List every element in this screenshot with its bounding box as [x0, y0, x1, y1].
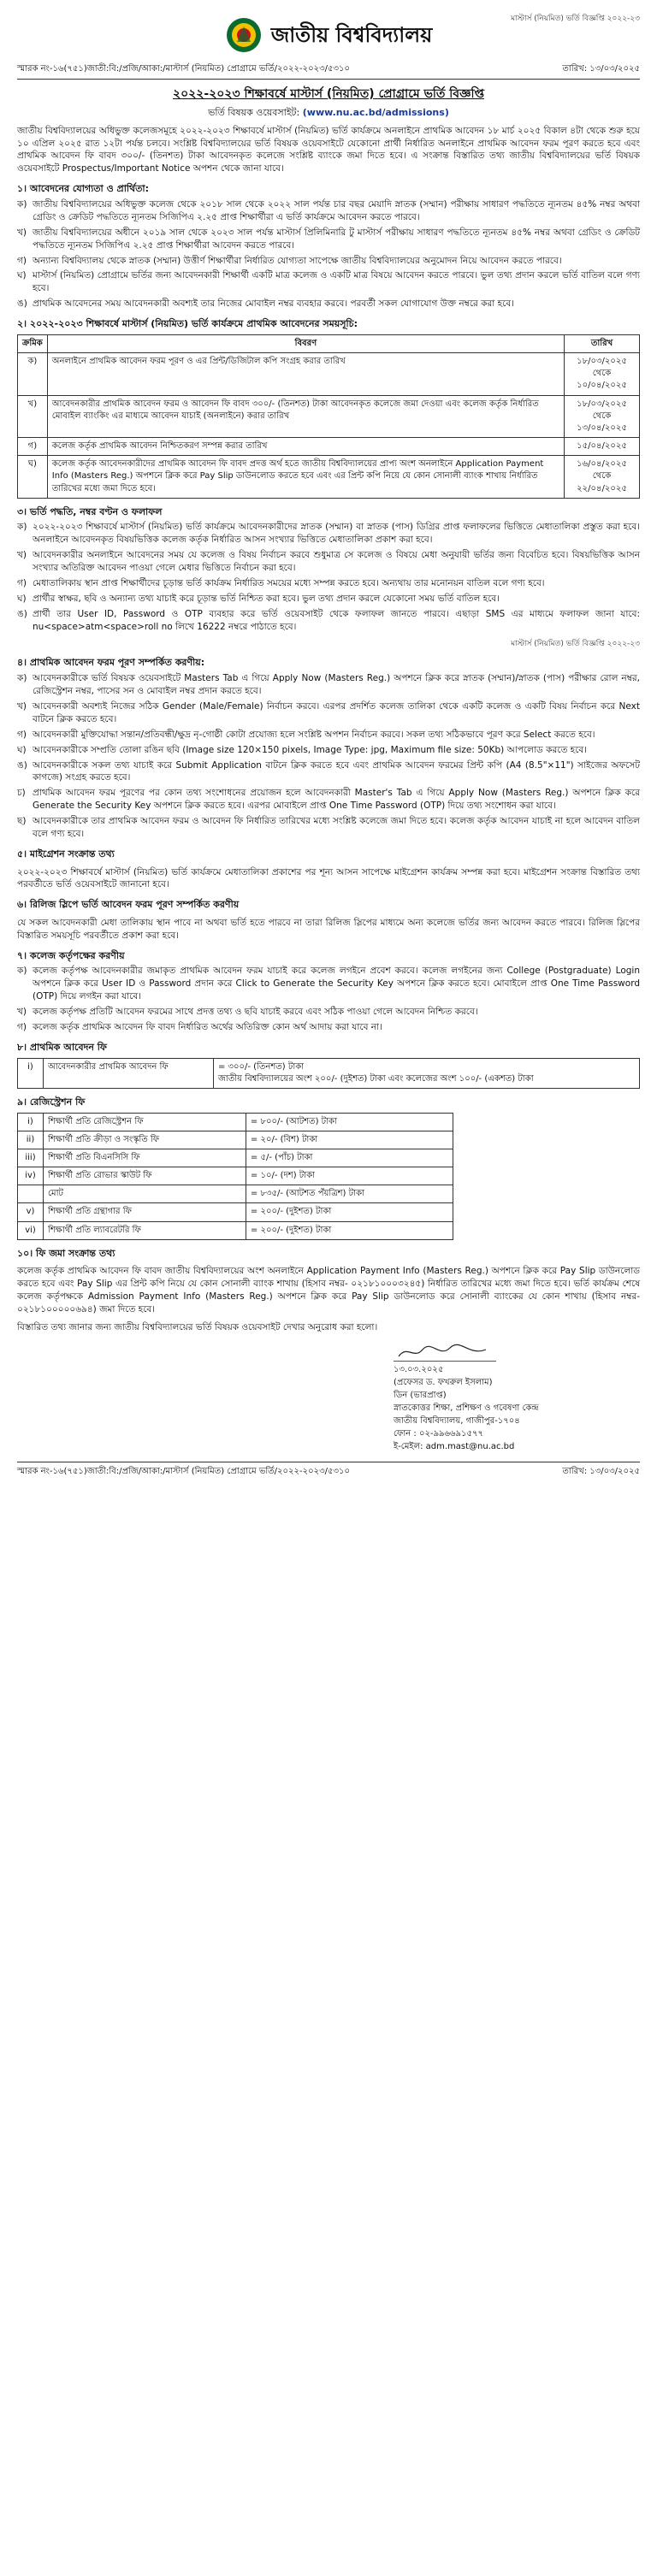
- top-right-label: মাস্টার্স (নিয়মিত) ভর্তি বিজ্ঞপ্তি ২০২২-২৩: [511, 15, 640, 23]
- header: [17, 12, 640, 58]
- table-row: [18, 1167, 453, 1185]
- section-10-heading: ১০। ফি জমা সংক্রান্ত তথ্য: [17, 1247, 115, 1259]
- table-cell: শিক্ষার্থী প্রতি গ্রন্থাগার ফি: [44, 1203, 246, 1221]
- section-3-heading: ৩। ভর্তি পদ্ধতি, নম্বর বণ্টন ও ফলাফল: [17, 505, 163, 517]
- table-cell: কলেজ কর্তৃক আবেদনকারীদের প্রাথমিক আবেদন ফি বাবদ প্রদত্ত অর্থ হতে জাতীয় বিশ্ববিদ্যালয়ের প্রাপ্য অংশ অনলাইনে Application Payment Info (Masters Reg.) অপশনে ক্লিক করে Pay Slip ডাউনলোড করতে হবে এবং এর প্রিন্ট কপি নিয়ে যে কোন সোনালী ব্যাংক শাখায় নির্ধারিত তারিখের মধ্যে জমা দিতে হবে।: [47, 456, 564, 499]
- table-cell: আবেদনকারীর প্রাথমিক আবেদন ফরম ও আবেদন ফি বাবদ ৩০০/- (তিনশত) টাকা আবেদনকৃত কলেজে জমা দেওয়া এবং কলেজ কর্তৃক নির্ধারিত মোবাইল ব্যাংকিং এর মাধ্যমে আবেদন যাচাই (অনলাইনে) করার তারিখ: [47, 395, 564, 438]
- section-4-heading: ৪। প্রাথমিক আবেদন ফরম পূরণ সম্পর্কিত করণীয়:: [17, 657, 205, 669]
- list-item-marker: ঘ): [17, 744, 27, 755]
- table-cell: ক): [18, 352, 48, 395]
- list-item-text: প্রার্থী তার User ID, Password ও OTP ব্যবহার করে ভর্তি ওয়েবসাইট থেকে ফলাফল জানতে পারবে। এছাড়া SMS এর মাধ্যমে ফলাফল জানা যাবে: nu<space>atm<space>roll no লিখে 16222 নম্বরে পাঠাতে হবে।: [33, 608, 640, 632]
- application-fee-table: [17, 1058, 640, 1089]
- table-cell: i): [18, 1113, 44, 1131]
- list-item-text: কলেজ কর্তৃপক্ষ আবেদনকারীর জমাকৃত প্রাথমিক আবেদন ফরম যাচাই করে কলেজ লগইনে প্রবেশ করবে। কলেজ লগইনের জন্য College (Postgraduate) Login অপশনে ক্লিক করে User ID ও Password প্রদান করে Click to Generate the Security Key অপশনে ক্লিক করতে হবে। মোবাইলে প্রাপ্ত One Time Password (OTP) দিয়ে লগইন করা যাবে।: [33, 966, 640, 1002]
- list-item-marker: খ): [17, 1007, 27, 1018]
- list-item-marker: গ): [17, 578, 27, 589]
- footer-memo-number: স্মারক নং-১৬(৭৫১)জাতী:বি:/প্রজি/আকা:/মাস্টার্স (নিয়মিত) প্রোগ্রামে ভর্তি/২০২২-২০২৩/৫৩১০: [17, 1466, 351, 1476]
- list-item-marker: ঙ): [17, 608, 27, 619]
- closing-text: বিস্তারিত তথ্য জানার জন্য জাতীয় বিশ্ববিদ্যালয়ের ভর্তি বিষয়ক ওয়েবসাইট দেখার অনুরোধ করা হলো।: [17, 1322, 378, 1333]
- list-item: [17, 608, 640, 634]
- list-item-text: প্রাথমিক আবেদনের সময় আবেদনকারী অবশ্যই তার নিজের মোবাইল নম্বর ব্যবহার করবে। পরবর্তী সকল যোগাযোগ উক্ত নম্বরে করা হবে।: [33, 298, 515, 310]
- footer-reference: [17, 1462, 640, 1478]
- table-cell: = ২০০/- (দুইশত) টাকা: [246, 1221, 453, 1239]
- section-9-heading: ৯। রেজিস্ট্রেশন ফি: [17, 1096, 86, 1108]
- website-link[interactable]: (www.nu.ac.bd/admissions): [302, 107, 449, 119]
- table-row: [18, 456, 640, 499]
- table-cell: = ৮০০/- (আটশত) টাকা: [246, 1113, 453, 1131]
- list-item-marker: ঘ): [17, 270, 27, 281]
- table-row: [18, 1113, 453, 1131]
- table-cell: মোট: [44, 1185, 246, 1203]
- list-item-text: আবেদনকারীকে ভর্তি বিষয়ক ওয়েবসাইটে Masters Tab এ গিয়ে Apply Now (Masters Reg.) অপশনে ক্লিক করে স্নাতক (সম্মান)/স্নাতক (পাস) পরীক্ষার রোল নম্বর, রেজিস্ট্রেশন নম্বর, পাসের সন ও মোবাইল নম্বর প্রদান করতে হবে।: [33, 673, 640, 696]
- list-item-marker: ছ): [17, 816, 27, 827]
- section-10-text: কলেজ কর্তৃক প্রাথমিক আবেদন ফি বাবদ জাতীয় বিশ্ববিদ্যালয়ের অংশ অনলাইনে Application Payment Info (Masters Reg.) অপশনে ক্লিক করে Pay Slip ডাউনলোড করতে হবে এবং Pay Slip এর প্রিন্ট কপি নিয়ে যে কোন সোনালী ব্যাংক শাখায় (হিসাব নম্বর- ০২১৮১০০০৩২৪৫) নির্ধারিত তারিখের মধ্যে জমা দিতে হবে। ভর্তি কার্যক্রম শেষে কলেজ কর্তৃপক্ষকে Admission Payment Info (Masters Reg.) অপশনে ক্লিক করে Pay Slip ডাউনলোড করে সোনালী ব্যাংকের যে কোন শাখায় (হিসাব নম্বর- ০২১৮১০০০০০৬৯৪) জমা দিতে হবে।: [17, 1266, 640, 1315]
- table-row: [18, 352, 640, 395]
- table-cell: শিক্ষার্থী প্রতি ক্রীড়া ও সংস্কৃতি ফি: [44, 1131, 246, 1149]
- signatory-email[interactable]: ই-মেইল: adm.mast@nu.ac.bd: [394, 1441, 515, 1451]
- section-4-list: [17, 672, 640, 841]
- list-item: [17, 815, 640, 841]
- table-cell: iv): [18, 1167, 44, 1185]
- notice-title: ২০২২-২০২৩ শিক্ষাবর্ষে মাস্টার্স (নিয়মিত) প্রোগ্রামে ভর্তি বিজ্ঞপ্তি: [172, 87, 485, 102]
- list-item-text: আবেদনকারী মুক্তিযোদ্ধা সন্তান/প্রতিবন্ধী/ক্ষুদ্র নৃ-গোষ্ঠী কোটা প্রযোজ্য হলে সংশ্লিষ্ট অপশন নির্বাচন করবে। সকল তথ্য সঠিকভাবে পূরণ করে Select করতে হবে।: [33, 729, 595, 740]
- section-5-heading: ৫। মাইগ্রেশন সংক্রান্ত তথ্য: [17, 848, 115, 860]
- table-cell: কলেজ কর্তৃক প্রাথমিক আবেদন নিশ্চিতকরণ সম্পন্ন করার তারিখ: [47, 438, 564, 456]
- signature-scribble-icon: [397, 1343, 491, 1362]
- list-item-text: আবেদনকারীকে সম্প্রতি তোলা রঙিন ছবি (Image size 120×150 pixels, Image Type: jpg, Maximum file size: 50Kb) আপলোড করতে হবে।: [33, 744, 588, 755]
- list-item-text: অন্যান্য বিশ্ববিদ্যালয় থেকে স্নাতক (সম্মান) উত্তীর্ণ শিক্ষার্থীরা নির্ধারিত যোগ্যতা সাপেক্ষে জাতীয় বিশ্ববিদ্যালয়ের অনুমোদন নিয়ে আবেদন করতে পারবে।: [33, 255, 562, 266]
- list-item-text: কলেজ কর্তৃপক্ষ প্রতিটি আবেদন ফরমের সাথে প্রদত্ত তথ্য ও ছবি যাচাই করবে এবং সঠিক পাওয়া গেলে আবেদন নিশ্চিত করবে।: [33, 1007, 478, 1018]
- col-description: বিবরণ: [47, 334, 564, 352]
- list-item-text: জাতীয় বিশ্ববিদ্যালয়ের অধীনে ২০১৯ সাল থেকে ২০২৩ সাল পর্যন্ত মাস্টার্স প্রিলিমিনারি টু মাস্টার্স পরীক্ষায় সাধারণ পদ্ধতিতে ন্যূনতম ৪৫% নম্বর অথবা গ্রেডিং ও ক্রেডিট পদ্ধতিতে ন্যূনতম সিজিপিএ ২.২৫ প্রাপ্ত শিক্ষার্থীরা আবেদন করতে পারবে।: [33, 227, 640, 251]
- table-cell: = ২০/- (বিশ) টাকা: [246, 1131, 453, 1149]
- list-item-marker: খ): [17, 227, 27, 238]
- table-cell: আবেদনকারীর প্রাথমিক আবেদন ফি: [44, 1058, 214, 1088]
- table-row: [18, 395, 640, 438]
- table-cell: iii): [18, 1149, 44, 1167]
- memo-date: তারিখ: ১৩/০৩/২০২৫: [562, 64, 640, 74]
- list-item-text: ২০২২-২০২৩ শিক্ষাবর্ষে মাস্টার্স (নিয়মিত) ভর্তি কার্যক্রমে আবেদনকারীদের স্নাতক (সম্মান) বা স্নাতক (পাস) ডিগ্রির প্রাপ্ত ফলাফলের ভিত্তিতে মেধাতালিকা প্রস্তুত করা হবে। অনলাইনে আবেদনকৃত বিষয়ভিত্তিক কলেজ কর্তৃক নির্ধারিত আসন সংখ্যার ভিত্তিতে মেধাতালিকা প্রকাশ করা হবে।: [33, 522, 640, 546]
- table-row: [18, 1131, 453, 1149]
- signature-date: ১৩.০৩.২০২৫: [394, 1364, 444, 1374]
- signature-block: [394, 1346, 640, 1453]
- list-item: [17, 227, 640, 252]
- list-item: [17, 965, 640, 1003]
- website-label: ভর্তি বিষয়ক ওয়েবসাইট:: [208, 107, 300, 119]
- table-cell: = ২০০/- (দুইশত) টাকা: [246, 1203, 453, 1221]
- table-cell: ঘ): [18, 456, 48, 499]
- list-item-marker: ক): [17, 966, 27, 977]
- list-item-text: কলেজ কর্তৃক প্রাথমিক আবেদন ফি বাবদ নির্ধারিত অর্থের অতিরিক্ত কোন অর্থ আদায় করা যাবে না।: [33, 1022, 382, 1033]
- list-item-marker: ঙ): [17, 759, 27, 771]
- list-item-marker: খ): [17, 700, 27, 712]
- table-row: [18, 1149, 453, 1167]
- university-logo-icon: [225, 16, 263, 54]
- list-item-marker: ঙ): [17, 298, 27, 310]
- list-item-marker: গ): [17, 729, 27, 740]
- list-item-text: আবেদনকারীকে সকল তথ্য যাচাই করে Submit Application বাটনে ক্লিক করতে হবে এবং প্রাথমিক আবেদন ফরমের প্রিন্ট কপি (A4 (8.5"×11") সাইজের অফসেট কাগজে) সংগ্রহ করতে হবে।: [33, 759, 640, 783]
- table-cell: v): [18, 1203, 44, 1221]
- table-cell: ১৫/০৪/২০২৫: [565, 438, 640, 456]
- signatory-name: (প্রফেসর ড. ফখরুল ইসলাম): [394, 1377, 493, 1387]
- table-cell: অনলাইনে প্রাথমিক আবেদন ফরম পূরণ ও এর প্রিন্ট/ডিজিটাল কপি সংগ্রহ করার তারিখ: [47, 352, 564, 395]
- table-cell: [18, 1185, 44, 1203]
- signatory-place: জাতীয় বিশ্ববিদ্যালয়, গাজীপুর-১৭০৪: [394, 1415, 520, 1426]
- list-item-text: প্রাথমিক আবেদন ফরম পূরণের পর কোন তথ্য সংশোধনের প্রয়োজন হলে আবেদনকারী Master's Tab এ গিয়ে Apply Now (Masters Reg.) অপশনে ক্লিক করে Generate the Security Key অপশনে ক্লিক করতে হবে। এরপর মোবাইলে প্রাপ্ত One Time Password (OTP) দিয়ে তথ্য সংশোধন করা যাবে।: [33, 788, 640, 812]
- section-2-heading: ২। ২০২২-২০২৩ শিক্ষাবর্ষে মাস্টার্স (নিয়মিত) ভর্তি কার্যক্রমে প্রাথমিক আবেদনের সময়সূচি:: [17, 318, 358, 330]
- list-item-text: প্রার্থীর স্বাক্ষর, ছবি ও অন্যান্য তথ্য যাচাই করে চূড়ান্ত ভর্তি নিশ্চিত করা হবে। ভুল তথ্য প্রদান করলে যেকোনো সময় ভর্তি বাতিল হবে।: [33, 593, 500, 604]
- table-cell: খ): [18, 395, 48, 438]
- table-cell: = ৩০০/- (তিনশত) টাকা জাতীয় বিশ্ববিদ্যালয়ের অংশ ২০০/- (দুইশত) টাকা এবং কলেজের অংশ ১০০/- (একশত) টাকা: [213, 1058, 639, 1088]
- list-item-marker: ঘ): [17, 593, 27, 604]
- section-5-text: ২০২২-২০২৩ শিক্ষাবর্ষে মাস্টার্স (নিয়মিত) ভর্তি কার্যক্রমে মেধাতালিকা প্রকাশের পর শূন্য আসন সাপেক্ষে মাইগ্রেশন কার্যক্রম সম্পন্ন করা হবে। মাইগ্রেশন সংক্রান্ত বিস্তারিত তথ্য পরবর্তীতে ভর্তি ওয়েবসাইটে জানানো হবে।: [17, 866, 640, 890]
- table-cell: ১৮/০৩/২০২৫ থেকে ১৩/০৪/২০২৫: [565, 395, 640, 438]
- table-row: [18, 1221, 453, 1239]
- memo-number: স্মারক নং-১৬(৭৫১)জাতী:বি:/প্রজি/আকা:/মাস্টার্স (নিয়মিত) প্রোগ্রামে ভর্তি/২০২২-২০২৩/৫৩১০: [17, 64, 351, 74]
- list-item-text: আবেদনকারীর অনলাইনে আবেদনের সময় যে কলেজ ও বিষয় নির্বাচন করবে শুধুমাত্র সে কলেজ ও বিষয়ে মেধা অনুযায়ী ভর্তির জন্য বিবেচিত হবে। বিষয়ভিত্তিক আসন সংখ্যার অতিরিক্ত আবেদন পাওয়া গেলে মেধার ভিত্তিতে নির্বাচন করা হবে।: [33, 550, 640, 574]
- section-7-list: [17, 965, 640, 1034]
- section-6-text: যে সকল আবেদনকারী মেধা তালিকায় স্থান পাবে না অথবা ভর্তি হতে পারবে না তারা রিলিজ স্লিপের মাধ্যমে অন্য কলেজে ভর্তির জন্য আবেদন করতে পারবে। রিলিজ স্লিপের বিস্তারিত সময়সূচি পরবর্তীতে প্রকাশ করা হবে।: [17, 917, 640, 941]
- col-date: তারিখ: [565, 334, 640, 352]
- section-3-list: [17, 521, 640, 633]
- table-row: [18, 1185, 453, 1203]
- list-item: [17, 298, 640, 310]
- signature: [394, 1346, 496, 1362]
- list-item-marker: খ): [17, 550, 27, 561]
- section-7-heading: ৭। কলেজ কর্তৃপক্ষের করণীয়: [17, 949, 125, 961]
- list-item: [17, 700, 640, 726]
- table-cell: ১৮/০৩/২০২৫ থেকে ১০/০৪/২০২৫: [565, 352, 640, 395]
- table-cell: শিক্ষার্থী প্রতি ল্যাবরেটরি ফি: [44, 1221, 246, 1239]
- table-cell: = ৮৩৫/- (আটশত পঁয়ত্রিশ) টাকা: [246, 1185, 453, 1203]
- list-item-marker: ক): [17, 673, 27, 684]
- list-item: [17, 549, 640, 575]
- list-item: [17, 729, 640, 741]
- list-item-text: আবেদনকারীকে তার প্রাথমিক আবেদন ফরম ও আবেদন ফি নির্ধারিত তারিখের মধ্যে সংশ্লিষ্ট কলেজে জমা দিতে হবে। কলেজ কর্তৃক আবেদন যাচাই না হলে আবেদন বাতিল বলে গণ্য হবে।: [33, 816, 640, 840]
- table-cell: ১৬/০৪/২০২৫ থেকে ২২/০৪/২০২৫: [565, 456, 640, 499]
- list-item-text: জাতীয় বিশ্ববিদ্যালয়ের অধিভুক্ত কলেজ থেকে ২০১৮ সাল থেকে ২০২২ সাল পর্যন্ত চার বছর মেয়াদি স্নাতক (সম্মান) পরীক্ষায় সাধারণ পদ্ধতিতে ন্যূনতম ৪৫% নম্বর অথবা গ্রেডিং ও ক্রেডিট পদ্ধতিতে ন্যূনতম সিজিপিএ ২.২৫ প্রাপ্ত শিক্ষার্থীরা এ ভর্তি কার্যক্রমে আবেদন করতে পারবে।: [33, 198, 640, 222]
- table-row: [18, 1058, 640, 1088]
- list-item-marker: চ): [17, 788, 26, 799]
- table-cell: = ৫/- (পাঁচ) টাকা: [246, 1149, 453, 1167]
- list-item: [17, 521, 640, 547]
- list-item: [17, 593, 640, 606]
- table-cell: = ১০/- (দশ) টাকা: [246, 1167, 453, 1185]
- schedule-table: [17, 334, 640, 499]
- section-8-heading: ৮। প্রাথমিক আবেদন ফি: [17, 1041, 107, 1053]
- section-6-heading: ৬। রিলিজ স্লিপে ভর্তি আবেদন ফরম পূরণ সম্পর্কিত করণীয়: [17, 899, 240, 911]
- list-item-text: মাস্টার্স (নিয়মিত) প্রোগ্রামে ভর্তির জন্য আবেদনকারী শিক্ষার্থী একটি মাত্র কলেজ ও একটি মাত্র বিষয়ে আবেদন করতে পারবে। ভুল তথ্য প্রদান করলে ভর্তি বাতিল বলে গণ্য হবে।: [33, 270, 640, 294]
- list-item-text: আবেদনকারী অবশ্যই নিজের সঠিক Gender (Male/Female) নির্বাচন করবে। এরপর প্রদর্শিত কলেজ তালিকা থেকে একটি কলেজ ও একটি বিষয় নির্বাচন করে Next বাটনে ক্লিক করতে হবে।: [33, 700, 640, 724]
- table-row: [18, 438, 640, 456]
- reference-line: [17, 63, 640, 80]
- list-item: [17, 787, 640, 812]
- list-item: [17, 744, 640, 757]
- list-item-marker: ক): [17, 198, 27, 210]
- page-mark: মাস্টার্স (নিয়মিত) ভর্তি বিজ্ঞপ্তি ২০২২-২৩: [511, 639, 640, 648]
- university-name: জাতীয় বিশ্ববিদ্যালয়: [270, 21, 433, 47]
- list-item: [17, 269, 640, 295]
- col-serial: ক্রমিক: [18, 334, 48, 352]
- table-cell: i): [18, 1058, 44, 1088]
- table-row: [18, 1203, 453, 1221]
- list-item-marker: গ): [17, 1022, 27, 1033]
- table-cell: vi): [18, 1221, 44, 1239]
- list-item-marker: গ): [17, 255, 27, 266]
- schedule-header-row: [18, 334, 640, 352]
- table-cell: শিক্ষার্থী প্রতি বিএনসিসি ফি: [44, 1149, 246, 1167]
- list-item: [17, 759, 640, 785]
- list-item-text: মেধাতালিকায় স্থান প্রাপ্ত শিক্ষার্থীদের চূড়ান্ত ভর্তি কার্যক্রম নির্ধারিত সময়ের মধ্যে সম্পন্ন করতে হবে। অন্যথায় তার মনোনয়ন বাতিল বলে গণ্য হবে।: [33, 578, 545, 589]
- registration-fee-table: [17, 1113, 453, 1240]
- section-1-heading: ১। আবেদনের যোগ্যতা ও প্রার্থিতা:: [17, 183, 150, 195]
- signatory-title: ডিন (ভারপ্রাপ্ত): [394, 1390, 447, 1400]
- table-cell: শিক্ষার্থী প্রতি রোভার স্কাউট ফি: [44, 1167, 246, 1185]
- table-cell: ii): [18, 1131, 44, 1149]
- list-item: [17, 672, 640, 698]
- signatory-dept: স্নাতকোত্তর শিক্ষা, প্রশিক্ষণ ও গবেষণা কেন্দ্র: [394, 1403, 539, 1413]
- table-cell: গ): [18, 438, 48, 456]
- section-1-list: [17, 198, 640, 310]
- list-item: [17, 1021, 640, 1034]
- website-line: [17, 106, 640, 120]
- intro-paragraph: জাতীয় বিশ্ববিদ্যালয়ের অধিভুক্ত কলেজসমূহে ২০২২-২০২৩ শিক্ষাবর্ষে মাস্টার্স (নিয়মিত) ভর্তি কার্যক্রমে অনলাইনে প্রাথমিক আবেদন ১৮ মার্চ ২০২৫ বিকাল ৪টা থেকে শুরু হয়ে ১০ এপ্রিল ২০২৫ রাত ১২টা পর্যন্ত চলবে। সংশ্লিষ্ট বিশ্ববিদ্যালয়ের ভর্তি বিষয়ক ওয়েবসাইটে যেকোনো প্রার্থী নির্ধারিত অনলাইনে প্রাথমিক আবেদন ফরম পূরণ করতে হবে এবং প্রাথমিক আবেদন ফি বাবদ ৩০০/- (তিনশত) টাকা আবেদনকৃত কলেজে সংশ্লিষ্ট ব্যাংকে জমা দিতে হবে। এ সংক্রান্ত বিস্তারিত তথ্য জাতীয় বিশ্ববিদ্যালয়ের ভর্তি বিষয়ক ওয়েবসাইটে Prospectus/Important Notice অপশন থেকে জানা যাবে।: [17, 125, 640, 174]
- list-item-marker: ক): [17, 522, 27, 533]
- table-cell: শিক্ষার্থী প্রতি রেজিস্ট্রেশন ফি: [44, 1113, 246, 1131]
- list-item: [17, 255, 640, 268]
- list-item: [17, 198, 640, 224]
- footer-memo-date: তারিখ: ১৩/০৩/২০২৫: [562, 1466, 640, 1476]
- list-item: [17, 1006, 640, 1019]
- list-item: [17, 577, 640, 590]
- signatory-phone: ফোন : ০২-৯৯৬৬৯১৫৭৭: [394, 1428, 484, 1439]
